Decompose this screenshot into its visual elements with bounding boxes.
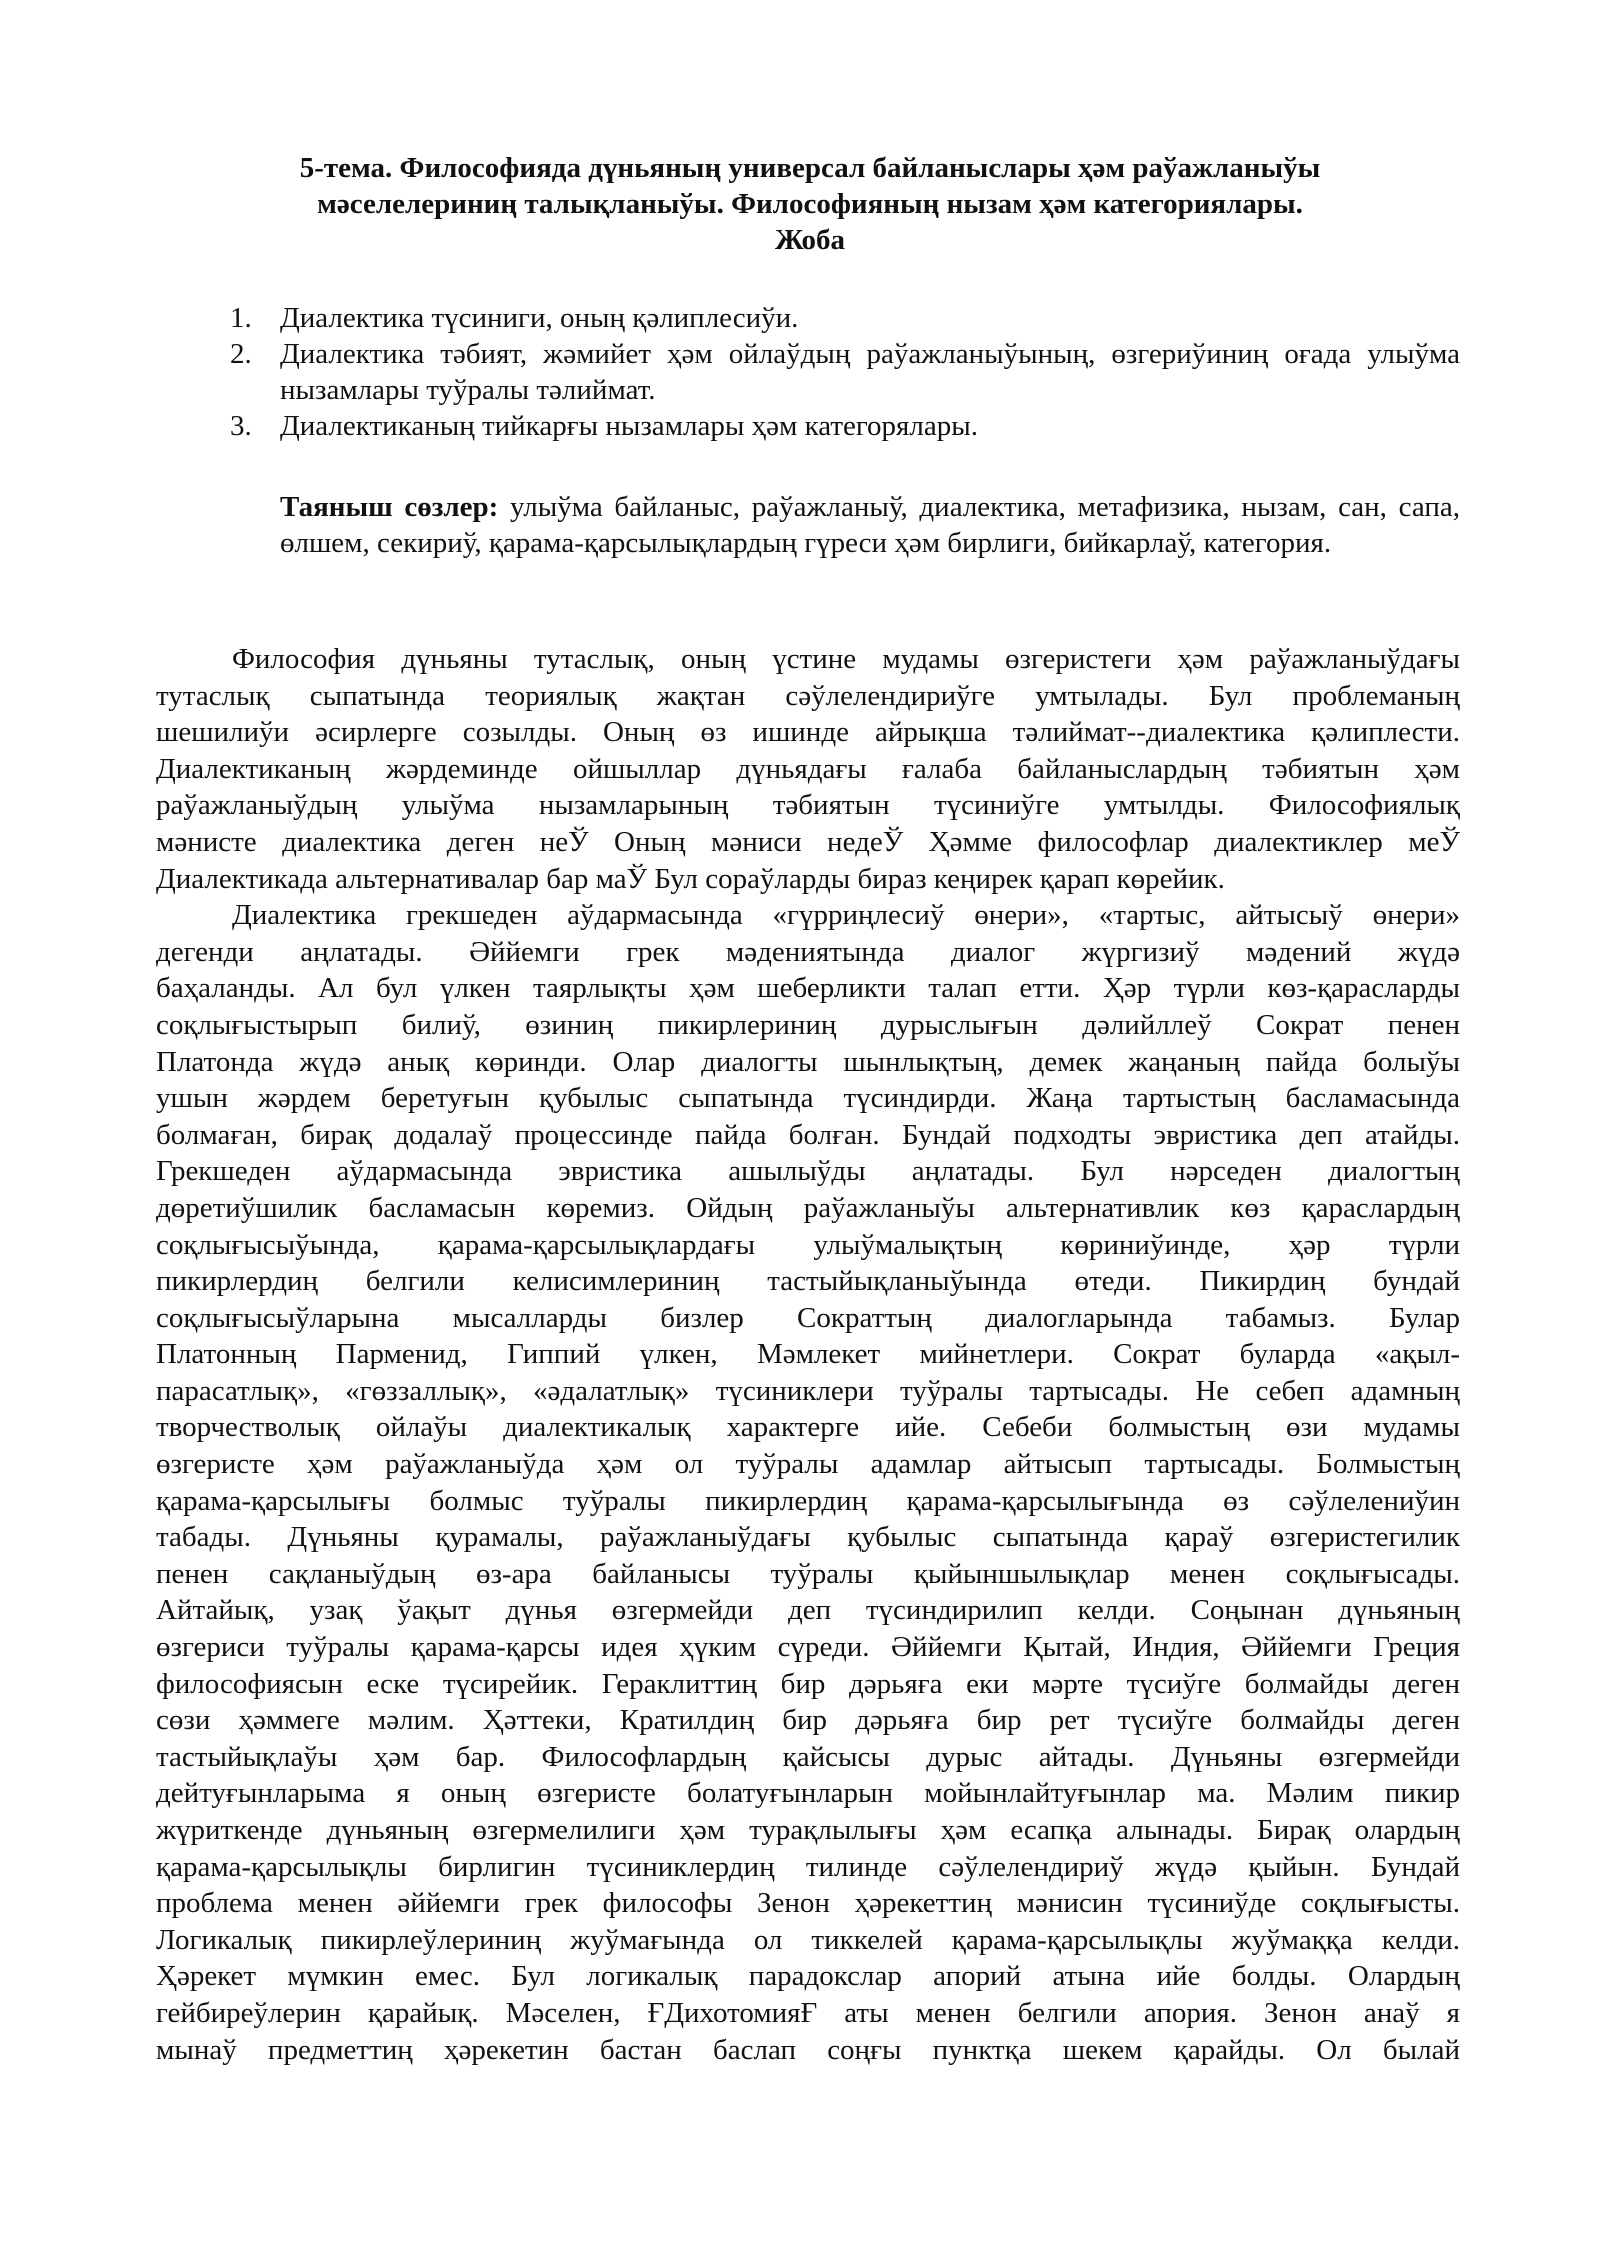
paragraph-line: мынаў предметтиң ҳәрекетин бастан баслап соңғы пунктқа шекем қарайды. Ол былай	[156, 2033, 1460, 2066]
paragraph-line: соқлығыстырып билиў, өзиниң пикирлериниң дурыслығын дәлийллеў Сократ пенен	[156, 1008, 1460, 1041]
paragraph-line: қарама-қарсылықлы бирлигин түсиниклердиң тилинде сәўлелендириў жүдә қыйын. Бундай	[156, 1850, 1460, 1883]
plan-item-text: Диалектиканың тийкарғы нызамлары ҳәм категорялары.	[280, 410, 978, 442]
paragraph-line: шешилиўи әсирлерге созылды. Оның өз ишинде айрықша тәлиймат--диалектика қәлиплести.	[156, 716, 1460, 749]
paragraph-line: раўажланыўдың улыўма нызамларының тәбиятын түсиниўге умтылды. Философиялық	[156, 789, 1460, 822]
paragraph-line: Платонның Парменид, Гиппий үлкен, Мәмлекет мийнетлери. Сократ буларда «ақыл-	[156, 1338, 1460, 1371]
paragraph-line: Грекшеден аўдармасында эвристика ашылыўды аңлатады. Бул нәрседен диалогтың	[156, 1155, 1460, 1188]
paragraph-line: дейтуғынларыма я оның өзгеристе болатуғынларын мойынлайтуғынлар ма. Мәлим пикир	[156, 1777, 1460, 1810]
keywords-block	[280, 489, 1460, 561]
plan-list	[230, 300, 1460, 444]
paragraph-line: соқлығысыўларына мысалларды бизлер Сократтың диалогларында табамыз. Булар	[156, 1301, 1460, 1334]
plan-item-number: 2.	[230, 338, 252, 370]
paragraph-line: тутаслық сыпатында теориялық жақтан сәўлелендириўге умтылады. Бул проблеманың	[156, 679, 1460, 712]
paragraph-line: пикирлердиң белгили келисимлериниң тастыйықланыўында өтеди. Пикирдиң бундай	[156, 1265, 1460, 1298]
paragraph	[156, 641, 1460, 897]
paragraph-line: баҳаланды. Ал бул үлкен таярлықты ҳәм шеберликти талап етти. Ҳәр түрли көз-қарасларды	[156, 972, 1460, 1005]
paragraph-line: проблема менен әййемги грек философы Зенон ҳәрекеттиң мәнисин түсиниўде соқлығысты.	[156, 1887, 1460, 1920]
paragraph-line: Диалектикада альтернативалар бар маЎ Бул сораўларды бираз кеңирек қарап көрейик.	[156, 862, 1225, 895]
paragraph-line: Философия дүньяны тутаслық, оның үстине мудамы өзгеристеги ҳәм раўажланыўдағы	[232, 643, 1460, 675]
paragraph-line: ушын жәрдем беретуғын қубылыс сыпатында түсиндирди. Жаңа тартыстың басламасында	[156, 1082, 1460, 1115]
document-title	[160, 150, 1460, 258]
paragraph-line: Платонда жүдә анық көринди. Олар диалогты шынлықтың, демек жаңаның пайда болыўы	[156, 1045, 1460, 1078]
paragraph-line: дөретиўшилик басламасын көремиз. Ойдың раўажланыўы альтернативлик көз қарaслардың	[156, 1191, 1460, 1224]
paragraph-line: парасатлық», «гөззаллық», «әдалатлық» түсиниклери туўралы тартысады. Не себеп адамның	[156, 1374, 1460, 1407]
paragraph-line: сөзи ҳәммеге мәлим. Ҳәттеки, Кратилдиң бир дәрьяға бир рет түсиўге болмайды деген	[156, 1704, 1460, 1737]
paragraph-line: творчестволық ойлаўы диалектикалық характерге ийе. Себеби болмыстың өзи мудамы	[156, 1411, 1460, 1444]
plan-item-number: 1.	[230, 302, 252, 334]
paragraph-line: қарама-қарсылығы болмыс туўралы пикирлердиң қарама-қарсылығында өз сәўлелениўин	[156, 1484, 1460, 1517]
paragraph-line: Айтайық, узақ ўақыт дүнья өзгермейди деп түсиндирилип келди. Соңынан дүньяның	[156, 1594, 1460, 1627]
paragraph-line: өзгеристе ҳәм раўажланыўда ҳәм ол туўралы адамлар айтысып тартысады. Болмыстың	[156, 1448, 1460, 1481]
plan-heading: Жоба	[775, 224, 845, 256]
paragraph-line: Диалектика грекшеден аўдармасында «гүрриңлесиў өнери», «тартыс, айтысыў өнери»	[232, 899, 1460, 932]
paragraph-line: табады. Дүньяны қурамалы, раўажланыўдағы қубылыс сыпатында қараў өзгеристегилик	[156, 1521, 1460, 1554]
plan-item-text: Диалектика тәбият, жәмийет ҳәм ойлаўдың раўажланыўының, өзгериўиниң оғада улыўма нызамлары туўралы тәлиймат.	[280, 338, 1460, 406]
paragraph-line: соқлығысыўында, қарама-қарсылықлардағы улыўмалықтың көриниўинде, ҳәр түрли	[156, 1228, 1460, 1261]
paragraph-line: пенен сақланыўдың өз-ара байланысы туўралы қыйыншылықлар менен соқлығысады.	[156, 1557, 1460, 1590]
paragraph-line: мәнисте диалектика деген неЎ Оның мәниси недеЎ Ҳәмме философлар диалектиклер меЎ	[156, 825, 1460, 858]
paragraph-line: Диалектиканың жәрдеминде ойшыллар дүньядағы ғалаба байланыслардың тәбиятын ҳәм	[156, 752, 1460, 785]
paragraph-line: өзгериси туўралы қарама-қарсы идея ҳүким сүреди. Әййемги Қытай, Индия, Әййемги Греция	[156, 1631, 1460, 1664]
paragraph-line: Логикалық пикирлеўлериниң жуўмағында ол тиккелей қарама-қарсылықлы жуўмаққа келди.	[156, 1923, 1460, 1956]
keywords-text: улыўма байланыс, раўажланыў, диалектика, метафизика, нызам, сан, сапа, өлшем, секириў, қарама-қарсылықлардың гүреси ҳәм бирлиги, бийкарлаў, категория.	[280, 491, 1460, 559]
paragraph-line: жүриткенде дүньяның өзгермелилиги ҳәм турақлылығы ҳәм есапқа алынады. Бирақ олардың	[156, 1814, 1460, 1846]
paragraph-line: тастыйықлаўы ҳәм бар. Философлардың қайсысы дурыс айтады. Дүньяны өзгермейди	[156, 1740, 1460, 1773]
body-text	[156, 641, 1460, 2068]
plan-item-text: Диалектика түсиниги, оның қәлиплесиўи.	[280, 302, 799, 334]
paragraph	[156, 897, 1460, 2068]
paragraph-line: дегенди аңлатады. Әййемги грек мәдениятында диалог жүргизиў мәдений жүдә	[156, 935, 1460, 968]
title-line: 5-тема. Философияда дүньяның универсал байланыслары ҳәм раўажланыўы	[299, 152, 1321, 184]
plan-item	[230, 300, 1460, 336]
paragraph-line: философиясын еске түсирейик. Гераклиттиң бир дәрьяға еки мәрте түсиўге болмайды деген	[156, 1667, 1460, 1700]
plan-item-number: 3.	[230, 410, 252, 442]
title-line: мәселелериниң талықланыўы. Философияның нызам ҳәм категориялары.	[317, 188, 1303, 220]
plan-item	[230, 408, 1460, 444]
paragraph-line: болмаған, бирақ додалаў процессинде пайда болған. Бундай подходты эвристика деп атайды.	[156, 1118, 1460, 1151]
paragraph-line: Ҳәрекет мүмкин емес. Бул логикалық парадокслар апорий атына ийе болды. Олардың	[156, 1960, 1460, 1993]
paragraph-line: гейбиреўлерин қарайық. Мәселен, ҒДихотомияҒ аты менен белгили апория. Зенон анаў я	[156, 1996, 1460, 2029]
plan-item	[230, 336, 1460, 408]
keywords-label: Таяныш сөзлер:	[280, 491, 499, 523]
